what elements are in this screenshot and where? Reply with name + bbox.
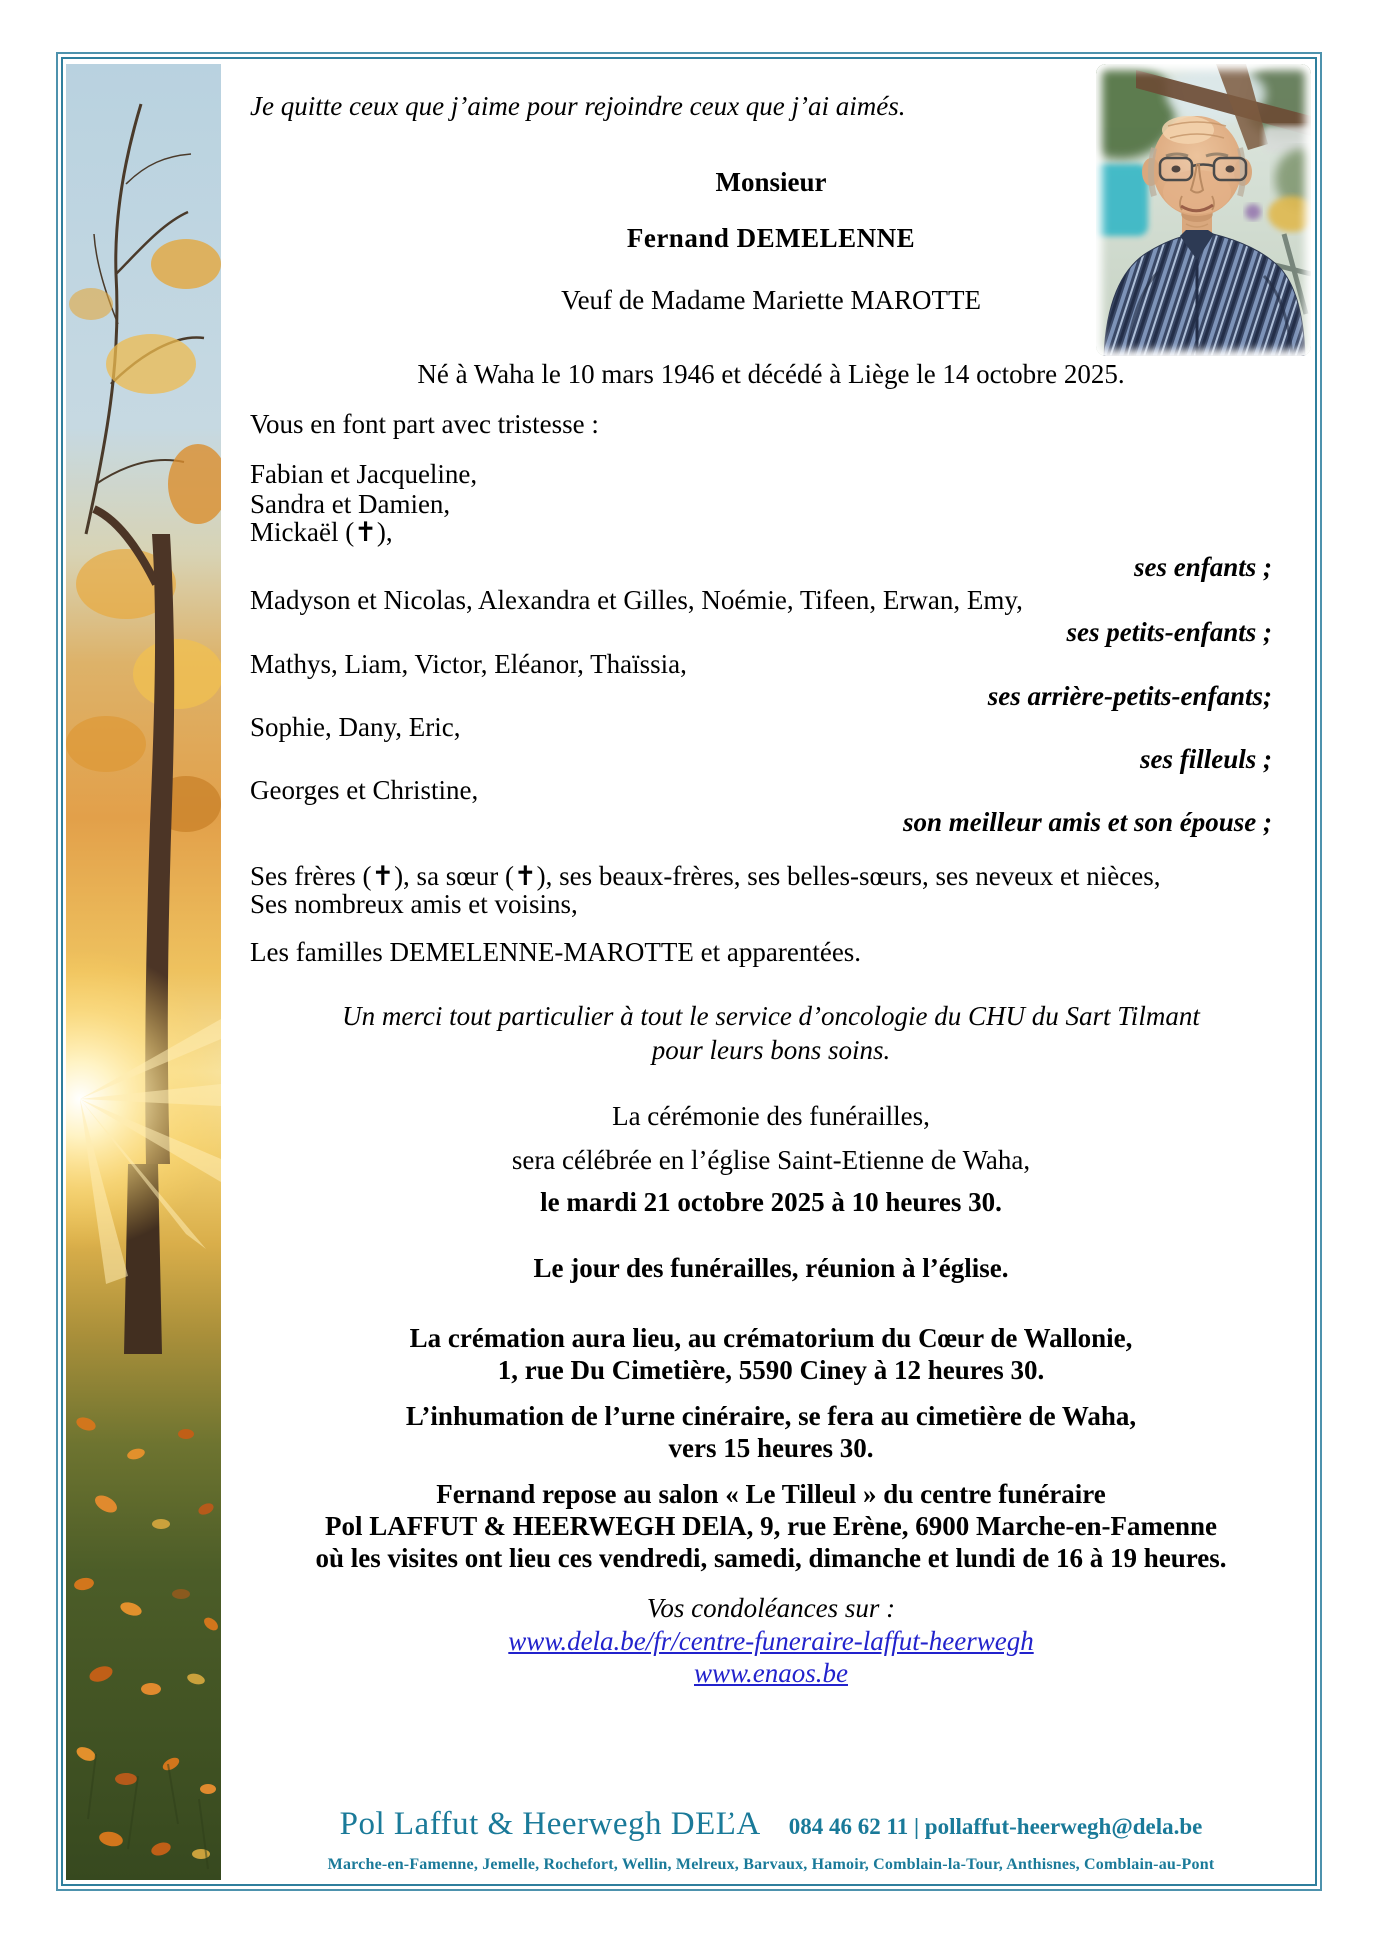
autumn-photo-strip [66, 64, 221, 1880]
cremation-line: La crémation aura lieu, au crématorium du Cœur de Wallonie, [409, 1323, 1133, 1353]
announcement-body [222, 0, 1320, 1949]
family-name-line: Mickaël (✝), [250, 517, 393, 547]
cremation-line: 1, rue Du Cimetière, 5590 Ciney à 12 heures 30. [497, 1355, 1045, 1385]
family-name-line: Sandra et Damien, [250, 489, 451, 519]
family-name-line: Georges et Christine, [250, 775, 479, 805]
thanks-line: Un merci tout particulier à tout le service d’oncologie du CHU du Sart Tilmant [342, 1001, 1200, 1031]
announcement-intro: Vous en font part avec tristesse : [250, 409, 599, 439]
ceremony-meeting-line: Le jour des funérailles, réunion à l’église. [533, 1253, 1009, 1283]
relation-label-children: ses enfants ; [1133, 552, 1272, 582]
deceased-title: Monsieur [715, 167, 827, 197]
funeral-home-footer [222, 1806, 1320, 1843]
repose-line: Fernand repose au salon « Le Tilleul » du centre funéraire [436, 1479, 1106, 1509]
family-name-line: Fabian et Jacqueline, [250, 459, 478, 489]
relation-label-grandchildren: ses petits-enfants ; [1066, 617, 1272, 647]
family-name-line: Madyson et Nicolas, Alexandra et Gilles, Noémie, Tifeen, Erwan, Emy, [250, 585, 1023, 615]
opening-quote: Je quitte ceux que j’aime pour rejoindre ceux que j’ai aimés. [250, 91, 906, 121]
funeral-home-logo: Pol Laffut & Heerwegh DEĽA [339, 1806, 761, 1842]
relatives-line: Ses frères (✝), sa sœur (✝), ses beaux-frères, ses belles-sœurs, ses neveux et nièces, [250, 861, 1161, 891]
relatives-line: Ses nombreux amis et voisins, [250, 889, 578, 919]
relation-label-best-friend: son meilleur amis et son épouse ; [902, 807, 1272, 837]
inhumation-line: vers 15 heures 30. [668, 1433, 874, 1463]
relation-label-great-grandchildren: ses arrière-petits-enfants; [987, 681, 1272, 711]
families-line: Les familles DEMELENNE-MAROTTE et apparentées. [250, 937, 862, 967]
inhumation-line: L’inhumation de l’urne cinéraire, se fera au cimetière de Waha, [405, 1401, 1137, 1431]
funeral-home-contact: 084 46 62 11 | pollaffut-heerwegh@dela.be [788, 1814, 1203, 1839]
repose-line: où les visites ont lieu ces vendredi, samedi, dimanche et lundi de 16 à 19 heures. [315, 1543, 1227, 1573]
ceremony-line: La cérémonie des funérailles, [612, 1101, 930, 1131]
relation-label-godchildren: ses filleuls ; [1140, 744, 1272, 774]
repose-line: Pol LAFFUT & HEERWEGH DElA, 9, rue Erène, 6900 Marche-en-Famenne [325, 1511, 1217, 1541]
birth-death-line: Né à Waha le 10 mars 1946 et décédé à Liège le 14 octobre 2025. [417, 359, 1125, 389]
condolences-link-enaos[interactable]: www.enaos.be [694, 1658, 848, 1688]
deceased-name: Fernand DEMELENNE [626, 223, 916, 253]
ceremony-date-line: le mardi 21 octobre 2025 à 10 heures 30. [540, 1187, 1002, 1217]
condolences-intro: Vos condoléances sur : [646, 1593, 896, 1623]
condolences-link-row [222, 1657, 1320, 1689]
widower-subtitle: Veuf de Madame Mariette MAROTTE [561, 285, 981, 315]
condolences-link-row [222, 1625, 1320, 1657]
ceremony-line: sera célébrée en l’église Saint-Etienne de Waha, [511, 1145, 1031, 1175]
thanks-line: pour leurs bons soins. [651, 1035, 891, 1065]
funeral-home-locations: Marche-en-Famenne, Jemelle, Rochefort, Wellin, Melreux, Barvaux, Hamoir, Comblain-la-Tour, Anthisnes, Comblain-au-Pont [327, 1856, 1215, 1873]
family-name-line: Mathys, Liam, Victor, Eléanor, Thaïssia, [250, 649, 687, 679]
condolences-link-dela[interactable]: www.dela.be/fr/centre-funeraire-laffut-heerwegh [508, 1626, 1034, 1656]
family-name-line: Sophie, Dany, Eric, [250, 712, 461, 742]
autumn-tree-illustration [66, 64, 221, 1880]
